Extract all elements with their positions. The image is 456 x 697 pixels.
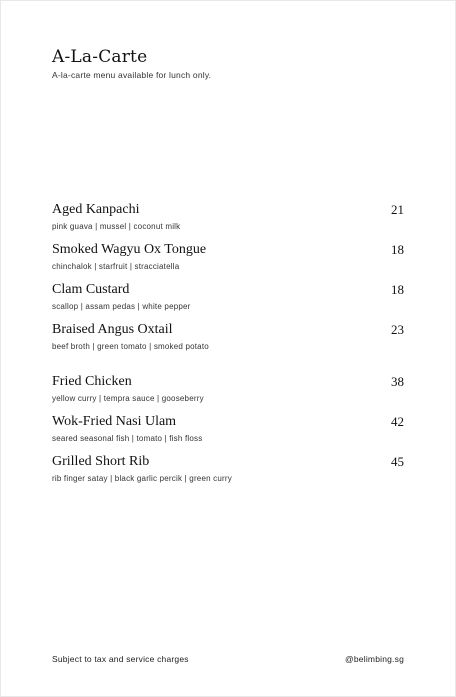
menu-list <box>52 202 404 494</box>
menu-item-name: Fried Chicken <box>52 374 132 389</box>
menu-item-name: Wok-Fried Nasi Ulam <box>52 414 177 429</box>
menu-item-description: beef broth | green tomato | smoked potato <box>52 342 209 351</box>
page-title: A-La-Carte <box>52 47 148 67</box>
menu-item-description: pink guava | mussel | coconut milk <box>52 222 181 231</box>
menu-item-description: seared seasonal fish | tomato | fish floss <box>52 434 203 443</box>
footer-note: Subject to tax and service charges <box>52 654 189 664</box>
menu-item <box>52 454 404 494</box>
menu-item <box>52 282 404 322</box>
page-subtitle: A-la-carte menu available for lunch only. <box>52 70 212 80</box>
menu-item-description: chinchalok | starfruit | stracciatella <box>52 262 180 271</box>
menu-item-description: scallop | assam pedas | white pepper <box>52 302 191 311</box>
menu-item <box>52 242 404 282</box>
menu-item-description: rib finger satay | black garlic percik | green curry <box>52 474 232 483</box>
menu-item-name: Clam Custard <box>52 282 130 297</box>
menu-item-price: 42 <box>391 414 404 429</box>
menu-item <box>52 322 404 362</box>
footer-social-handle: @belimbing.sg <box>345 654 404 664</box>
menu-item-price: 38 <box>391 374 404 389</box>
menu-item-description: yellow curry | tempra sauce | gooseberry <box>52 394 204 403</box>
menu-item-price: 18 <box>391 242 404 257</box>
menu-item <box>52 374 404 414</box>
menu-item-name: Braised Angus Oxtail <box>52 322 173 337</box>
menu-item-price: 18 <box>391 282 404 297</box>
menu-item-name: Aged Kanpachi <box>52 202 140 217</box>
menu-item-price: 23 <box>391 322 404 337</box>
menu-item-name: Smoked Wagyu Ox Tongue <box>52 242 207 257</box>
menu-item <box>52 202 404 242</box>
menu-item-price: 21 <box>391 202 404 217</box>
menu-item <box>52 414 404 454</box>
menu-item-name: Grilled Short Rib <box>52 454 150 469</box>
menu-item-price: 45 <box>391 454 404 469</box>
